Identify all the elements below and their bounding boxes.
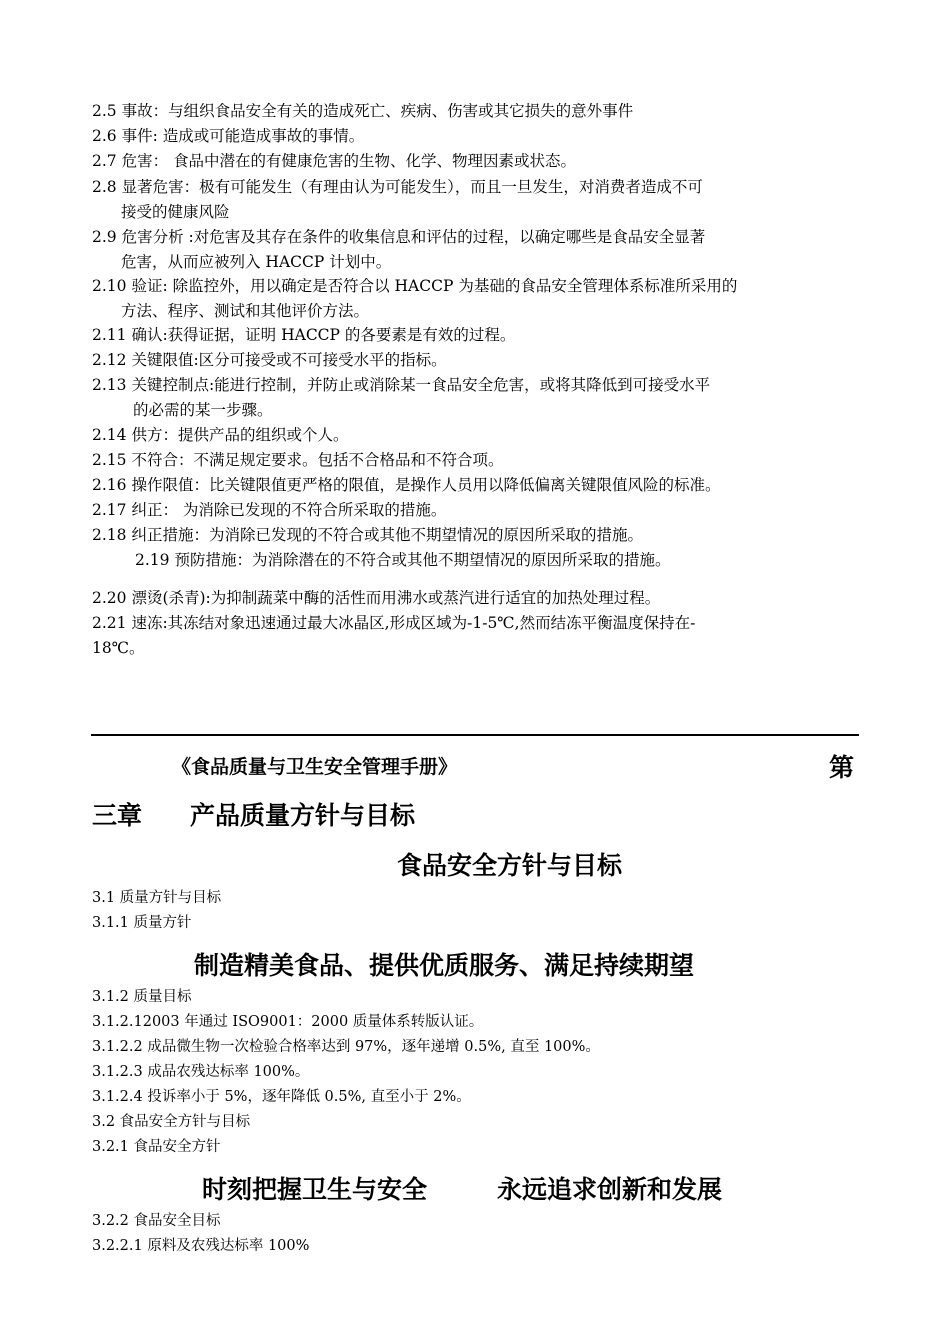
definition-2-17: 2.17 纠正： 为消除已发现的不符合所采取的措施。: [92, 501, 447, 519]
definition-2-9-continued: 危害，从而应被列入 HACCP 计划中。: [121, 253, 392, 271]
section-title: 食品安全方针与目标: [397, 851, 623, 880]
line-3-2: 3.2 食品安全方针与目标: [92, 1114, 251, 1130]
definition-2-5: 2.5 事故：与组织食品安全有关的造成死亡、疾病、伤害或其它损失的意外事件: [92, 102, 634, 120]
manual-title: 《食品质量与卫生安全管理手册》: [172, 756, 458, 778]
definition-2-15: 2.15 不符合：不满足规定要求。包括不合格品和不符合项。: [92, 451, 504, 469]
definition-2-11: 2.11 确认:获得证据，证明 HACCP 的各要素是有效的过程。: [92, 326, 516, 344]
definition-2-7: 2.7 危害： 食品中潜在的有健康危害的生物、化学、物理因素或状态。: [92, 152, 577, 170]
food-safety-slogan-part2: 永远追求创新和发展: [497, 1175, 723, 1204]
definition-2-9: 2.9 危害分析 :对危害及其存在条件的收集信息和评估的过程，以确定哪些是食品安全显著: [92, 228, 706, 246]
definition-2-6: 2.6 事件: 造成或可能造成事故的事情。: [92, 127, 365, 145]
line-3-1-2-1: 3.1.2.12003 年通过 ISO9001：2000 质量体系转版认证。: [92, 1014, 484, 1030]
definition-2-21: 2.21 速冻:其冻结对象迅速通过最大冰晶区,形成区域为-1-5℃,然而结冻平衡温度保持在-: [92, 614, 696, 632]
line-3-2-2-1: 3.2.2.1 原料及农残达标率 100%: [92, 1238, 310, 1254]
definition-2-20: 2.20 漂烫(杀青):为抑制蔬菜中酶的活性而用沸水或蒸汽进行适宜的加热处理过程。: [92, 589, 661, 607]
line-3-1-1: 3.1.1 质量方针: [92, 915, 192, 931]
line-3-1-2-3: 3.1.2.3 成品农残达标率 100%。: [92, 1064, 310, 1080]
definition-2-8-continued: 接受的健康风险: [121, 203, 230, 221]
definition-2-18: 2.18 纠正措施：为消除已发现的不符合或其他不期望情况的原因所采取的措施。: [92, 526, 643, 544]
quality-policy-slogan: 制造精美食品、提供优质服务、满足持续期望: [194, 951, 695, 980]
chapter-number: 三章: [92, 801, 143, 830]
definition-2-13: 2.13 关键控制点:能进行控制，并防止或消除某一食品安全危害，或将其降低到可接受水平: [92, 376, 711, 394]
definition-2-10: 2.10 验证: 除监控外，用以确定是否符合以 HACCP 为基础的食品安全管理体系标准所采用的: [92, 277, 738, 295]
definition-2-8: 2.8 显著危害：极有可能发生（有理由认为可能发生），而且一旦发生，对消费者造成不可: [92, 178, 703, 196]
definition-2-21-continued: 18℃。: [92, 639, 145, 657]
food-safety-slogan-part1: 时刻把握卫生与安全: [202, 1175, 428, 1204]
definition-2-16: 2.16 操作限值：比关键限值更严格的限值，是操作人员用以降低偏离关键限值风险的标准。: [92, 476, 721, 494]
definition-2-10-continued: 方法、程序、测试和其他评价方法。: [121, 302, 370, 320]
line-3-2-2: 3.2.2 食品安全目标: [92, 1213, 221, 1229]
line-3-2-1: 3.2.1 食品安全方针: [92, 1139, 221, 1155]
line-3-1: 3.1 质量方针与目标: [92, 890, 222, 906]
line-3-1-2: 3.1.2 质量目标: [92, 989, 192, 1005]
line-3-1-2-4: 3.1.2.4 投诉率小于 5%，逐年降低 0.5%, 直至小于 2%。: [92, 1089, 471, 1105]
header-rule: [91, 734, 859, 736]
definition-2-13-continued: 的必需的某一步骤。: [133, 401, 273, 419]
definition-2-12: 2.12 关键限值:区分可接受或不可接受水平的指标。: [92, 351, 447, 369]
chapter-title: 产品质量方针与目标: [190, 801, 416, 830]
definition-2-19: 2.19 预防措施：为消除潜在的不符合或其他不期望情况的原因所采取的措施。: [135, 551, 671, 569]
chapter-prefix: 第: [829, 753, 855, 782]
line-3-1-2-2: 3.1.2.2 成品微生物一次检验合格率达到 97%，逐年递增 0.5%, 直至 100%。: [92, 1039, 600, 1055]
definition-2-14: 2.14 供方：提供产品的组织或个人。: [92, 426, 349, 444]
